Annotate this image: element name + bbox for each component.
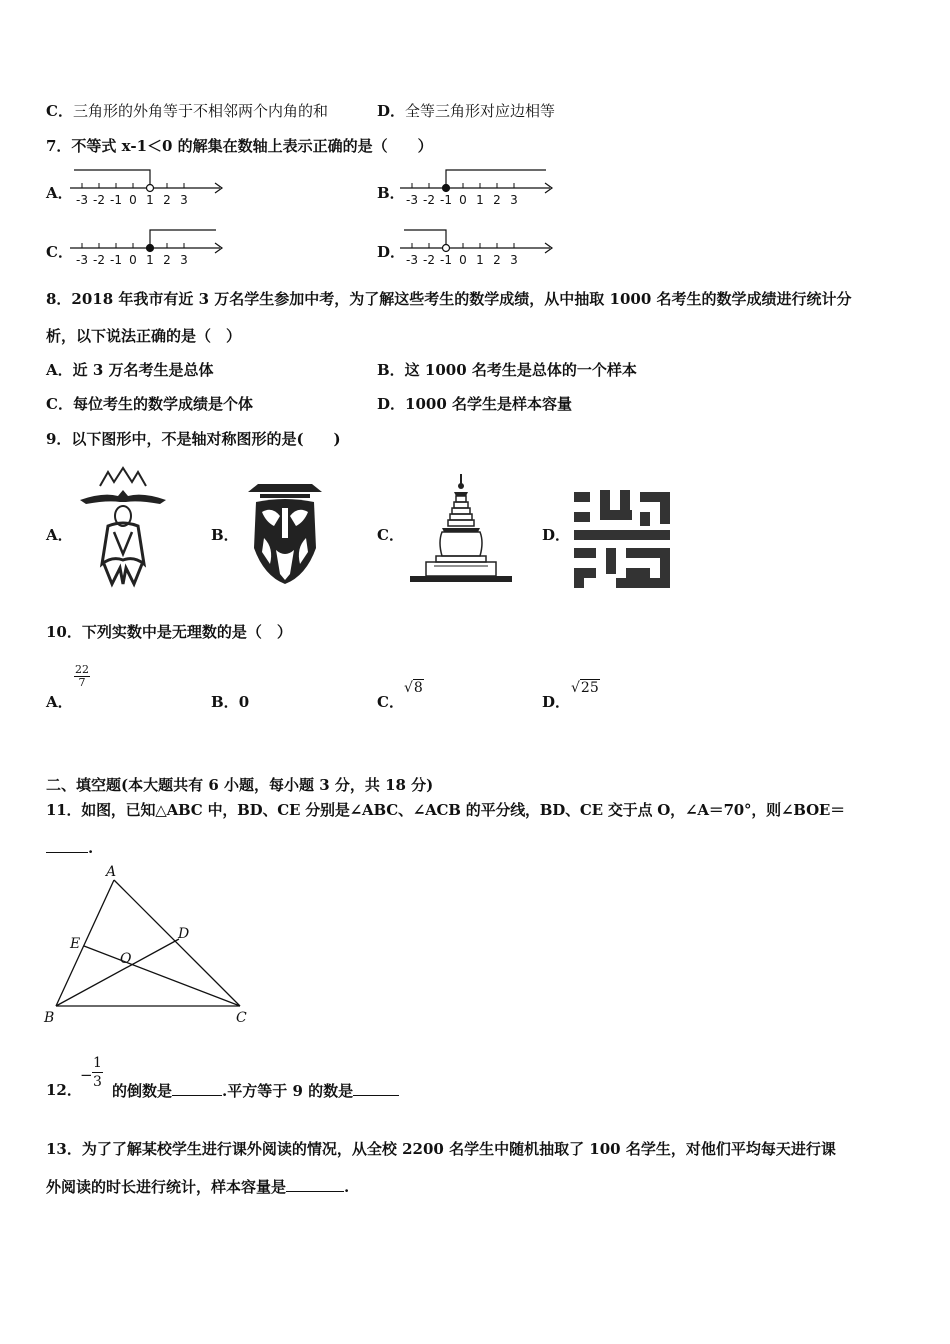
q12-minus: −	[80, 1066, 93, 1084]
solution-set-bracket	[150, 230, 216, 248]
q7-option-b-label: B．	[377, 184, 405, 202]
number-line-tick-label: -3	[406, 193, 418, 207]
open-point	[147, 185, 154, 192]
q10-option-b-label: B．	[211, 693, 239, 711]
q10-option-b	[211, 693, 249, 711]
q12-blank-1[interactable]	[172, 1081, 222, 1096]
number-line-tick-label: -1	[440, 253, 452, 267]
number-line-tick-label: 0	[459, 193, 467, 207]
q10-option-c-radical: √8	[404, 680, 423, 696]
q10-option-c-label: C．	[377, 693, 404, 711]
q11-tail: .	[88, 839, 94, 857]
q11-answer-blank[interactable]	[46, 838, 88, 853]
q6-option-d-label: D．	[377, 102, 406, 120]
q10-option-a-denominator: 7	[78, 676, 86, 689]
q9-figure-c-pagoda-icon	[408, 472, 514, 586]
q7-option-c-number-line	[70, 224, 240, 270]
number-line-tick-label: -2	[423, 253, 435, 267]
q11-point-b-label: B	[44, 1010, 55, 1026]
q12-text	[112, 1081, 399, 1100]
q10-option-d-radicand: 25	[580, 680, 599, 696]
q10-option-a-numerator: 22	[75, 663, 89, 676]
q9-option-b-label: B．	[211, 526, 239, 544]
q9-option-a-label: A．	[46, 526, 73, 544]
q13-line2-text: 外阅读的时长进行统计，样本容量是	[46, 1178, 287, 1196]
q7-option-a-number-line	[70, 164, 240, 210]
number-line-tick-label: 0	[459, 253, 467, 267]
solution-set-bracket	[74, 170, 150, 188]
q13-line1: 13．为了了解某校学生进行课外阅读的情况，从全校 2200 名学生中随机抽取了 100 名学生，对他们平均每天进行课	[46, 1140, 836, 1158]
number-line-tick-label: 3	[510, 193, 518, 207]
q12-fraction	[92, 1054, 103, 1091]
number-line-tick-label: 3	[510, 253, 518, 267]
number-line-tick-label: 3	[180, 193, 188, 207]
q10-option-a-fraction	[74, 664, 90, 689]
q9-figure-a-headdress-icon	[78, 464, 168, 586]
q8-option-d: D．1000 名学生是样本容量	[377, 395, 572, 413]
q11-answer-line	[46, 838, 93, 857]
q8-option-c: C．每位考生的数学成绩是个体	[46, 395, 253, 413]
q8-option-a: A．近 3 万名考生是总体	[46, 361, 214, 379]
q7-option-b-number-line	[400, 164, 570, 210]
number-line-tick-label: -3	[76, 253, 88, 267]
q12-numerator: 1	[93, 1055, 102, 1071]
q7-option-a-label: A．	[46, 184, 73, 202]
q13-answer-blank[interactable]	[286, 1177, 344, 1192]
number-line-tick-label: 0	[129, 253, 137, 267]
number-line-tick-label: -3	[406, 253, 418, 267]
q11-point-e-label: E	[70, 936, 81, 952]
q11-triangle-figure	[40, 862, 260, 1032]
q11-stem: 11．如图，已知△ABC 中，BD、CE 分别是∠ABC、∠ACB 的平分线，BD、CE 交于点 O，∠A＝70°，则∠BOE＝	[46, 801, 845, 819]
q6-option-d	[377, 102, 555, 120]
q12-text1: 的倒数是	[112, 1082, 173, 1100]
q8-stem-line1: 8．2018 年我市有近 3 万名学生参加中考，为了解这些考生的数学成绩，从中抽取 1000 名考生的数学成绩进行统计分	[46, 290, 852, 308]
open-point	[443, 245, 450, 252]
number-line-tick-label: 0	[129, 193, 137, 207]
q10-option-d-label: D．	[542, 693, 571, 711]
q13-line2	[46, 1177, 349, 1196]
q7-option-c-label: C．	[46, 243, 73, 261]
q6-option-c	[46, 102, 328, 120]
number-line-tick-label: 3	[180, 253, 188, 267]
section2-heading: 二、填空题(本大题共有 6 小题，每小题 3 分，共 18 分)	[46, 776, 434, 794]
q6-option-c-label: C．	[46, 102, 73, 120]
q6-option-c-text: 三角形的外角等于不相邻两个内角的和	[72, 102, 328, 120]
q10-option-d-radical: √25	[571, 680, 599, 696]
q11-point-a-label: A	[106, 864, 117, 880]
q12-denominator: 3	[93, 1074, 102, 1090]
q11-point-c-label: C	[236, 1010, 247, 1026]
number-line-tick-label: 1	[146, 193, 154, 207]
q10-stem: 10．下列实数中是无理数的是（ ）	[46, 623, 292, 641]
number-line-tick-label: 2	[493, 193, 501, 207]
number-line-tick-label: 1	[146, 253, 154, 267]
q7-option-d-label: D．	[377, 243, 406, 261]
solution-set-bracket	[404, 230, 446, 248]
q8-stem-line2: 析，以下说法正确的是（ ）	[46, 327, 242, 345]
number-line-tick-label: 2	[163, 253, 171, 267]
number-line-tick-label: -1	[110, 253, 122, 267]
number-line-tick-label: -2	[423, 193, 435, 207]
number-line-tick-label: 1	[476, 253, 484, 267]
q11-point-d-label: D	[178, 926, 190, 942]
number-line-tick-label: 1	[476, 193, 484, 207]
number-line-tick-label: -3	[76, 193, 88, 207]
closed-point	[147, 245, 154, 252]
number-line-tick-label: 2	[493, 253, 501, 267]
q7-option-d-number-line	[400, 224, 570, 270]
q11-point-o-label: O	[120, 951, 132, 967]
number-line-tick-label: -1	[440, 193, 452, 207]
q13-tail: .	[344, 1178, 350, 1196]
q10-option-c-radicand: 8	[413, 680, 423, 696]
q9-figure-d-maze-pattern-icon	[574, 490, 670, 588]
q7-stem: 7．不等式 x-1＜0 的解集在数轴上表示正确的是（ ）	[46, 137, 433, 155]
q12-number: 12．	[46, 1081, 82, 1099]
number-line-tick-label: 2	[163, 193, 171, 207]
q6-option-d-text: 全等三角形对应边相等	[405, 102, 556, 120]
number-line-tick-label: -2	[93, 193, 105, 207]
solution-set-bracket	[446, 170, 546, 188]
q10-option-b-value: 0	[238, 693, 250, 711]
q12-blank-2[interactable]	[353, 1081, 399, 1096]
q9-figure-b-opera-mask-icon	[244, 478, 326, 586]
number-line-tick-label: -2	[93, 253, 105, 267]
q9-stem: 9．以下图形中，不是轴对称图形的是( )	[46, 430, 341, 448]
q12-text2: .平方等于 9 的数是	[222, 1082, 354, 1100]
q10-option-a-label: A．	[46, 693, 73, 711]
number-line-tick-label: -1	[110, 193, 122, 207]
closed-point	[443, 185, 450, 192]
q8-option-b: B．这 1000 名考生是总体的一个样本	[377, 361, 637, 379]
q9-option-c-label: C．	[377, 526, 404, 544]
q9-option-d-label: D．	[542, 526, 571, 544]
